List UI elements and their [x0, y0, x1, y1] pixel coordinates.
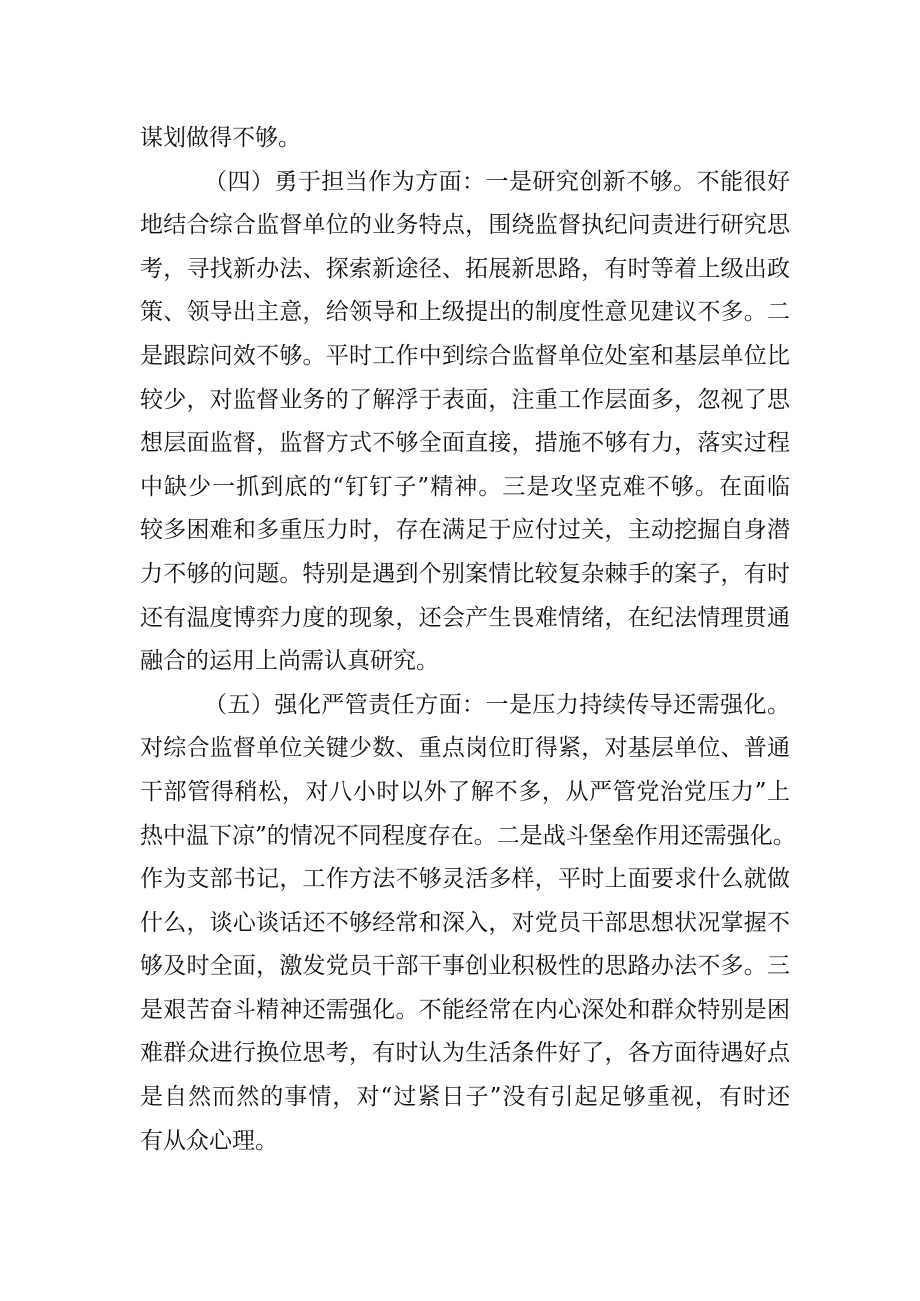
text-line: 难群众进行换位思考，有时认为生活条件好了，各方面待遇好点	[140, 1040, 790, 1067]
text-line: 热中温下凉”的情况不同程度存在。二是战斗堡垒作用还需强化。	[140, 822, 796, 849]
text-line: 对综合监督单位关键少数、重点岗位盯得紧，对基层单位、普通	[140, 735, 790, 762]
text-line: 融合的运用上尚需认真研究。	[140, 648, 439, 675]
section-5-heading-line: （五）强化严管责任方面：一是压力持续传导还需强化。	[204, 691, 790, 718]
text-line: 什么，谈心谈话还不够经常和深入，对党员干部思想状况掌握不	[140, 909, 790, 936]
paragraph-section-4	[140, 161, 790, 684]
text-line: 是跟踪问效不够。平时工作中到综合监督单位处室和基层单位比	[140, 342, 790, 369]
text-line: 较多困难和多重压力时，存在满足于应付过关，主动挖掘自身潜	[140, 517, 790, 544]
text-line: 有从众心理。	[140, 1127, 278, 1154]
text-line: 想层面监督，监督方式不够全面直接，措施不够有力，落实过程	[140, 430, 790, 457]
document-page	[140, 117, 796, 1163]
paragraph-continuation	[140, 117, 790, 161]
text-line: 谋划做得不够。	[140, 125, 301, 151]
text-line: 够及时全面，激发党员干部干事创业积极性的思路办法不多。三	[140, 953, 790, 980]
text-line: 力不够的问题。特别是遇到个别案情比较复杂棘手的案子，有时	[140, 560, 790, 587]
text-line: 中缺少一抓到底的“钉钉子”精神。三是攻坚克难不够。在面临	[140, 473, 790, 500]
paragraph-section-5	[140, 684, 796, 1164]
section-4-heading-line: （四）勇于担当作为方面：一是研究创新不够。不能很好	[204, 168, 790, 195]
text-line: 是艰苦奋斗精神还需强化。不能经常在内心深处和群众特别是困	[140, 996, 790, 1023]
text-line: 地结合综合监督单位的业务特点，围绕监督执纪问责进行研究思	[140, 212, 790, 239]
text-line: 还有温度博弈力度的现象，还会产生畏难情绪，在纪法情理贯通	[140, 604, 790, 631]
text-line: 是自然而然的事情，对“过紧日子”没有引起足够重视，有时还	[140, 1084, 790, 1111]
text-line: 较少，对监督业务的了解浮于表面，注重工作层面多，忽视了思	[140, 386, 790, 413]
text-line: 考，寻找新办法、探索新途径、拓展新思路，有时等着上级出政	[140, 255, 790, 282]
text-line: 策、领导出主意，给领导和上级提出的制度性意见建议不多。二	[140, 299, 790, 326]
text-line: 干部管得稍松，对八小时以外了解不多，从严管党治党压力”上	[140, 778, 790, 805]
text-line: 作为支部书记，工作方法不够灵活多样，平时上面要求什么就做	[140, 866, 790, 893]
